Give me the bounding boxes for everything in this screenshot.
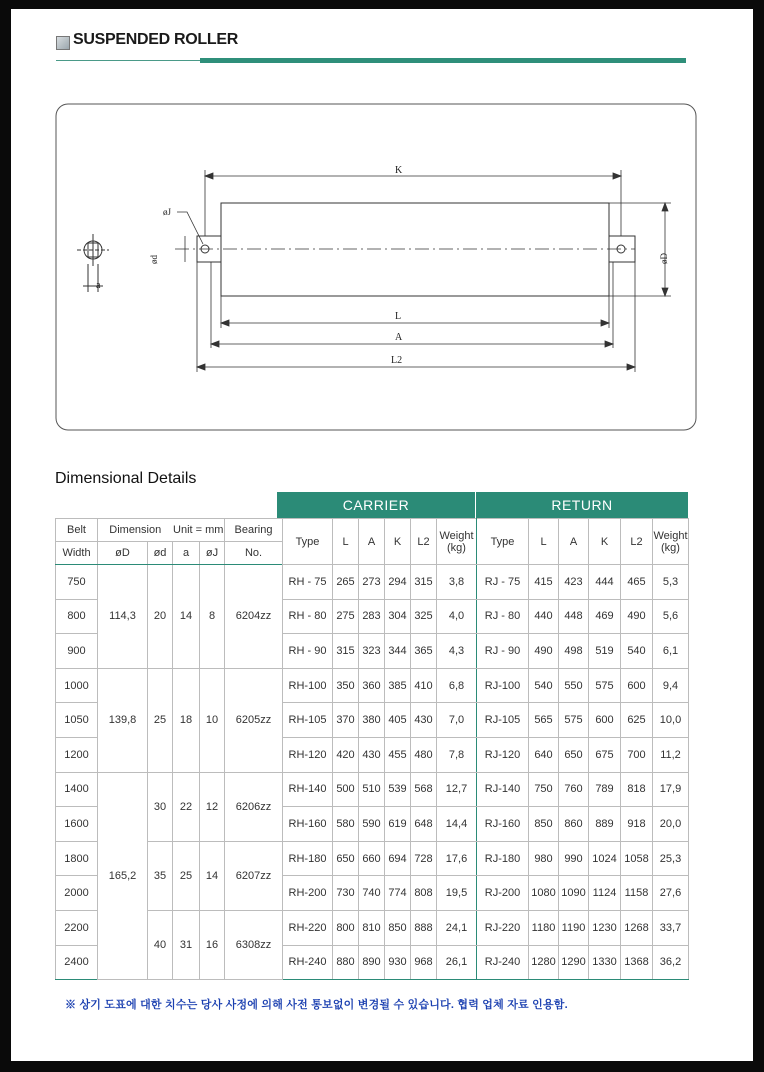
return-A: 760	[559, 772, 589, 807]
return-K: 519	[589, 634, 621, 669]
carrier-L2: 568	[411, 772, 437, 807]
belt-width: 1200	[56, 737, 98, 772]
return-header: RETURN	[476, 492, 688, 518]
carrier-type: RH-200	[283, 876, 333, 911]
dim-d: 20	[148, 565, 173, 669]
carrier-A: 360	[359, 668, 385, 703]
section-title: Dimensional Details	[55, 470, 197, 487]
label-L: L	[395, 311, 402, 322]
carrier-type: RH-100	[283, 668, 333, 703]
return-weight: 5,6	[653, 599, 689, 634]
carrier-type: RH - 75	[283, 565, 333, 600]
return-A: 1290	[559, 945, 589, 980]
carrier-weight: 17,6	[437, 841, 477, 876]
return-K: 575	[589, 668, 621, 703]
return-L2: 818	[621, 772, 653, 807]
return-type: RJ-100	[477, 668, 529, 703]
return-type: RJ-140	[477, 772, 529, 807]
carrier-L: 275	[333, 599, 359, 634]
header-unit: Unit = mm	[173, 519, 225, 542]
label-phid: ød	[149, 255, 159, 264]
return-type: RJ - 90	[477, 634, 529, 669]
dim-d: 40	[148, 910, 173, 979]
dim-a: 25	[173, 841, 200, 910]
carrier-weight: 7,0	[437, 703, 477, 738]
carrier-weight: 19,5	[437, 876, 477, 911]
belt-width: 1400	[56, 772, 98, 807]
return-A: 550	[559, 668, 589, 703]
return-L2: 465	[621, 565, 653, 600]
carrier-weight: 3,8	[437, 565, 477, 600]
header-carrier-type: Type	[283, 519, 333, 565]
return-A: 575	[559, 703, 589, 738]
header-return-L: L	[529, 519, 559, 565]
return-L2: 700	[621, 737, 653, 772]
table-row	[56, 910, 689, 945]
carrier-K: 385	[385, 668, 411, 703]
bearing-no: 6207zz	[225, 841, 283, 910]
return-L: 1180	[529, 910, 559, 945]
carrier-L: 500	[333, 772, 359, 807]
return-L: 980	[529, 841, 559, 876]
dim-J: 12	[200, 772, 225, 841]
return-A: 1090	[559, 876, 589, 911]
header-return-weight: Weight (kg)	[653, 519, 689, 565]
dim-J: 10	[200, 668, 225, 772]
return-K: 889	[589, 807, 621, 842]
dim-a: 14	[173, 565, 200, 669]
carrier-A: 660	[359, 841, 385, 876]
dimension-table	[55, 518, 689, 980]
carrier-K: 694	[385, 841, 411, 876]
belt-width: 2000	[56, 876, 98, 911]
return-type: RJ - 80	[477, 599, 529, 634]
return-L: 850	[529, 807, 559, 842]
belt-width: 800	[56, 599, 98, 634]
carrier-K: 455	[385, 737, 411, 772]
belt-width: 2400	[56, 945, 98, 980]
return-K: 675	[589, 737, 621, 772]
roller-drawing	[55, 96, 699, 436]
carrier-type: RH-120	[283, 737, 333, 772]
header-dimension: Dimension	[98, 519, 173, 542]
carrier-type: RH-220	[283, 910, 333, 945]
header-carrier-L2: L2	[411, 519, 437, 565]
drawing-frame	[56, 104, 696, 430]
label-L2: L2	[391, 355, 403, 366]
carrier-L2: 325	[411, 599, 437, 634]
bearing-no: 6308zz	[225, 910, 283, 979]
carrier-K: 344	[385, 634, 411, 669]
header-D: øD	[98, 542, 148, 565]
carrier-header: CARRIER	[277, 492, 475, 518]
dim-a: 18	[173, 668, 200, 772]
carrier-type: RH - 80	[283, 599, 333, 634]
header-no: No.	[225, 542, 283, 565]
carrier-L2: 808	[411, 876, 437, 911]
return-weight: 33,7	[653, 910, 689, 945]
carrier-weight: 4,0	[437, 599, 477, 634]
dim-a: 22	[173, 772, 200, 841]
dim-J: 16	[200, 910, 225, 979]
return-L: 1080	[529, 876, 559, 911]
carrier-weight: 24,1	[437, 910, 477, 945]
header-belt: Belt	[56, 519, 98, 542]
return-L: 1280	[529, 945, 559, 980]
bearing-no: 6206zz	[225, 772, 283, 841]
return-K: 1230	[589, 910, 621, 945]
return-L2: 918	[621, 807, 653, 842]
carrier-A: 323	[359, 634, 385, 669]
return-type: RJ-180	[477, 841, 529, 876]
return-weight: 27,6	[653, 876, 689, 911]
return-L: 750	[529, 772, 559, 807]
carrier-L: 580	[333, 807, 359, 842]
header-d: ød	[148, 542, 173, 565]
dim-J: 14	[200, 841, 225, 910]
carrier-L: 880	[333, 945, 359, 980]
carrier-L2: 430	[411, 703, 437, 738]
carrier-K: 930	[385, 945, 411, 980]
return-A: 650	[559, 737, 589, 772]
return-L2: 625	[621, 703, 653, 738]
header-a: a	[173, 542, 200, 565]
carrier-A: 740	[359, 876, 385, 911]
belt-width: 1050	[56, 703, 98, 738]
return-weight: 6,1	[653, 634, 689, 669]
belt-width: 1600	[56, 807, 98, 842]
bearing-no: 6205zz	[225, 668, 283, 772]
return-A: 498	[559, 634, 589, 669]
return-weight: 36,2	[653, 945, 689, 980]
carrier-L2: 968	[411, 945, 437, 980]
return-weight: 25,3	[653, 841, 689, 876]
carrier-weight: 4,3	[437, 634, 477, 669]
return-weight: 20,0	[653, 807, 689, 842]
carrier-A: 380	[359, 703, 385, 738]
header-bearing: Bearing	[225, 519, 283, 542]
return-weight: 10,0	[653, 703, 689, 738]
return-type: RJ-120	[477, 737, 529, 772]
header-rule-thick	[200, 58, 686, 63]
return-K: 444	[589, 565, 621, 600]
return-weight: 5,3	[653, 565, 689, 600]
return-L2: 1158	[621, 876, 653, 911]
carrier-L2: 410	[411, 668, 437, 703]
return-K: 469	[589, 599, 621, 634]
belt-width: 750	[56, 565, 98, 600]
return-L2: 1368	[621, 945, 653, 980]
carrier-L2: 480	[411, 737, 437, 772]
belt-width: 900	[56, 634, 98, 669]
label-phiD: øD	[659, 253, 669, 264]
dim-D: 139,8	[98, 668, 148, 772]
carrier-K: 774	[385, 876, 411, 911]
header-carrier-L: L	[333, 519, 359, 565]
dim-a: 31	[173, 910, 200, 979]
carrier-L2: 728	[411, 841, 437, 876]
carrier-L: 265	[333, 565, 359, 600]
carrier-L: 730	[333, 876, 359, 911]
dim-D: 114,3	[98, 565, 148, 669]
return-L2: 490	[621, 599, 653, 634]
return-L2: 1268	[621, 910, 653, 945]
carrier-weight: 6,8	[437, 668, 477, 703]
carrier-type: RH-160	[283, 807, 333, 842]
carrier-A: 810	[359, 910, 385, 945]
carrier-L: 370	[333, 703, 359, 738]
carrier-A: 283	[359, 599, 385, 634]
return-K: 1330	[589, 945, 621, 980]
carrier-L2: 365	[411, 634, 437, 669]
header-carrier-weight: Weight (kg)	[437, 519, 477, 565]
bearing-no: 6204zz	[225, 565, 283, 669]
carrier-weight: 12,7	[437, 772, 477, 807]
table-row	[56, 841, 689, 876]
carrier-type: RH-240	[283, 945, 333, 980]
return-A: 860	[559, 807, 589, 842]
header-J: øJ	[200, 542, 225, 565]
return-L: 440	[529, 599, 559, 634]
carrier-L: 800	[333, 910, 359, 945]
return-L2: 1058	[621, 841, 653, 876]
return-L: 490	[529, 634, 559, 669]
carrier-K: 619	[385, 807, 411, 842]
belt-width: 1000	[56, 668, 98, 703]
dim-d: 35	[148, 841, 173, 910]
return-weight: 9,4	[653, 668, 689, 703]
carrier-weight: 26,1	[437, 945, 477, 980]
return-A: 448	[559, 599, 589, 634]
header-return-K: K	[589, 519, 621, 565]
return-A: 1190	[559, 910, 589, 945]
return-K: 600	[589, 703, 621, 738]
header-carrier-A: A	[359, 519, 385, 565]
return-type: RJ - 75	[477, 565, 529, 600]
header-return-L2: L2	[621, 519, 653, 565]
dim-d: 30	[148, 772, 173, 841]
carrier-K: 294	[385, 565, 411, 600]
return-K: 1024	[589, 841, 621, 876]
header-width: Width	[56, 542, 98, 565]
return-type: RJ-105	[477, 703, 529, 738]
carrier-L: 650	[333, 841, 359, 876]
return-L: 565	[529, 703, 559, 738]
carrier-L: 315	[333, 634, 359, 669]
label-K: K	[395, 165, 403, 176]
return-weight: 17,9	[653, 772, 689, 807]
header-return-type: Type	[477, 519, 529, 565]
carrier-A: 273	[359, 565, 385, 600]
table-row	[56, 772, 689, 807]
return-L2: 600	[621, 668, 653, 703]
header-carrier-K: K	[385, 519, 411, 565]
table-row	[56, 668, 689, 703]
belt-width: 2200	[56, 910, 98, 945]
return-A: 990	[559, 841, 589, 876]
carrier-A: 510	[359, 772, 385, 807]
carrier-L2: 315	[411, 565, 437, 600]
carrier-L: 420	[333, 737, 359, 772]
page-title: SUSPENDED ROLLER	[73, 31, 238, 48]
title-square-icon	[56, 36, 70, 50]
carrier-A: 890	[359, 945, 385, 980]
return-L2: 540	[621, 634, 653, 669]
carrier-type: RH-105	[283, 703, 333, 738]
carrier-L: 350	[333, 668, 359, 703]
return-L: 540	[529, 668, 559, 703]
label-A: A	[395, 332, 403, 343]
carrier-L2: 888	[411, 910, 437, 945]
dim-J: 8	[200, 565, 225, 669]
carrier-weight: 7,8	[437, 737, 477, 772]
carrier-K: 405	[385, 703, 411, 738]
dim-d: 25	[148, 668, 173, 772]
return-L: 415	[529, 565, 559, 600]
return-type: RJ-240	[477, 945, 529, 980]
dim-D: 165,2	[98, 772, 148, 980]
carrier-type: RH-140	[283, 772, 333, 807]
return-type: RJ-220	[477, 910, 529, 945]
carrier-type: RH - 90	[283, 634, 333, 669]
return-weight: 11,2	[653, 737, 689, 772]
return-type: RJ-160	[477, 807, 529, 842]
carrier-L2: 648	[411, 807, 437, 842]
header-return-A: A	[559, 519, 589, 565]
carrier-A: 590	[359, 807, 385, 842]
return-A: 423	[559, 565, 589, 600]
return-K: 1124	[589, 876, 621, 911]
carrier-K: 850	[385, 910, 411, 945]
return-L: 640	[529, 737, 559, 772]
label-a: a	[96, 280, 101, 291]
carrier-type: RH-180	[283, 841, 333, 876]
carrier-K: 304	[385, 599, 411, 634]
carrier-K: 539	[385, 772, 411, 807]
carrier-A: 430	[359, 737, 385, 772]
carrier-weight: 14,4	[437, 807, 477, 842]
label-phiJ: øJ	[163, 207, 172, 217]
return-type: RJ-200	[477, 876, 529, 911]
footnote: ※ 상기 도표에 대한 치수는 당사 사정에 의해 사전 통보없이 변경될 수 있습니다. 협력 업체 자료 인용함.	[65, 999, 568, 1011]
table-row	[56, 565, 689, 600]
belt-width: 1800	[56, 841, 98, 876]
return-K: 789	[589, 772, 621, 807]
